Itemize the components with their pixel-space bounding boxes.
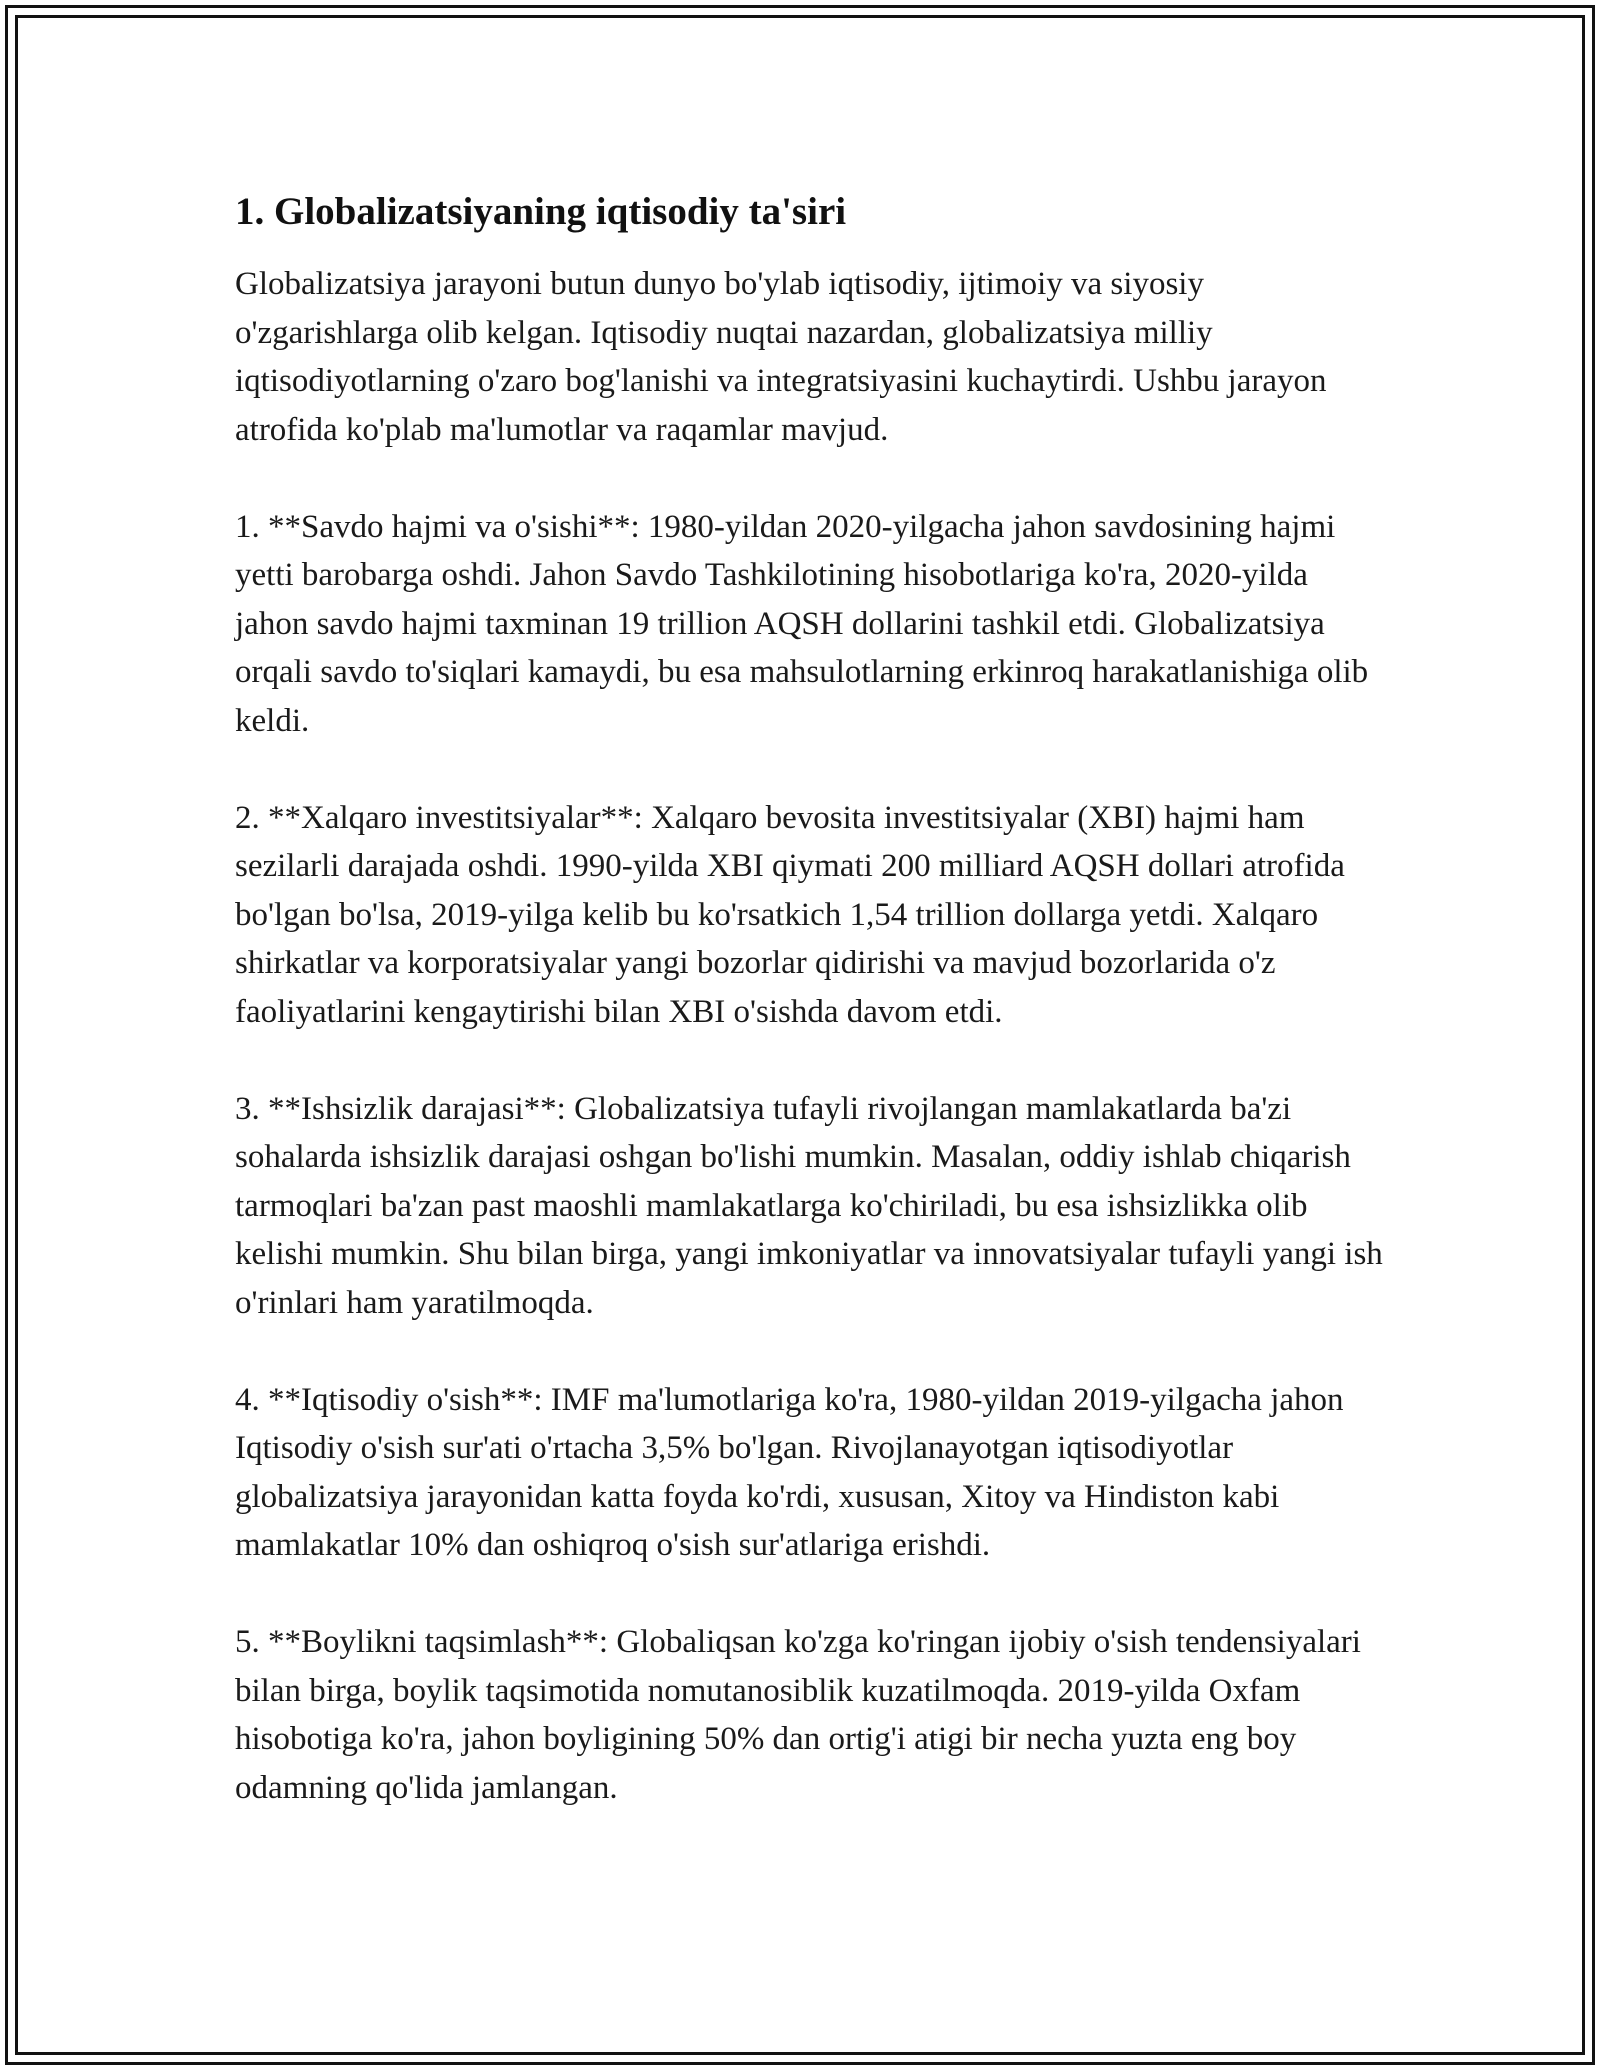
paragraph-trade-volume: 1. **Savdo hajmi va o'sishi**: 1980-yildan 2020-yilgacha jahon savdosining hajmi yetti barobarga oshdi. Jahon Savdo Tashkilotining hisobotlariga ko'ra, 2020-yilda jahon savdo hajmi taxminan 19 trillion AQSH dollarini tashkil etdi. Globalizatsiya orqali savdo to'siqlari kamaydi, bu esa mahsulotlarning erkinroq harakatlanishiga olib keldi. (235, 508, 1369, 739)
paragraph-economic-growth: 4. **Iqtisodiy o'sish**: IMF ma'lumotlariga ko'ra, 1980-yildan 2019-yilgacha jahon Iqtisodiy o'sish sur'ati o'rtacha 3,5% bo'lgan. Rivojlanayotgan iqtisodiyotlar globalizatsiya jarayonidan katta foyda ko'rdi, xususan, Xitoy va Hindiston kabi mamlakatlar 10% dan oshiqroq o'sish sur'atlariga erishdi. (235, 1381, 1344, 1563)
paragraph-investments: 2. **Xalqaro investitsiyalar**: Xalqaro bevosita investitsiyalar (XBI) hajmi ham sezilarli darajada oshdi. 1990-yilda XBI qiymati 200 milliard AQSH dollari atrofida bo'lgan bo'lsa, 2019-yilga kelib bu ko'rsatkich 1,54 trillion dollarga yetdi. Xalqaro shirkatlar va korporatsiyalar yangi bozorlar qidirishi va mavjud bozorlarida o'z faoliyatlarini kengaytirishi bilan XBI o'sishda davom etdi. (235, 799, 1345, 1030)
paragraph-unemployment: 3. **Ishsizlik darajasi**: Globalizatsiya tufayli rivojlangan mamlakatlarda ba'zi sohalarda ishsizlik darajasi oshgan bo'lishi mumkin. Masalan, oddiy ishlab chiqarish tarmoqlari ba'zan past maoshli mamlakatlarga ko'chiriladi, bu esa ishsizlikka olib kelishi mumkin. Shu bilan birga, yangi imkoniyatlar va innovatsiyalar tufayli yangi ish o'rinlari ham yaratilmoqda. (235, 1090, 1383, 1321)
paragraph-wealth-distribution: 5. **Boylikni taqsimlash**: Globaliqsan ko'zga ko'ringan ijobiy o'sish tendensiyalari bilan birga, boylik taqsimotida nomutanosiblik kuzatilmoqda. 2019-yilda Oxfam hisobotiga ko'ra, jahon boyligining 50% dan ortig'i atigi bir necha yuzta eng boy odamning qo'lida jamlangan. (235, 1624, 1361, 1806)
document-title: 1. Globalizatsiyaning iqtisodiy ta'siri (235, 190, 847, 233)
intro-paragraph: Globalizatsiya jarayoni butun dunyo bo'ylab iqtisodiy, ijtimoiy va siyosiy o'zgarishlarga olib kelgan. Iqtisodiy nuqtai nazardan, globalizatsiya milliy iqtisodiyotlarning o'zaro bog'lanishi va integratsiyasini kuchaytirdi. Ushbu jarayon atrofida ko'plab ma'lumotlar va raqamlar mavjud. (235, 266, 1327, 448)
document-body (235, 186, 1385, 1812)
